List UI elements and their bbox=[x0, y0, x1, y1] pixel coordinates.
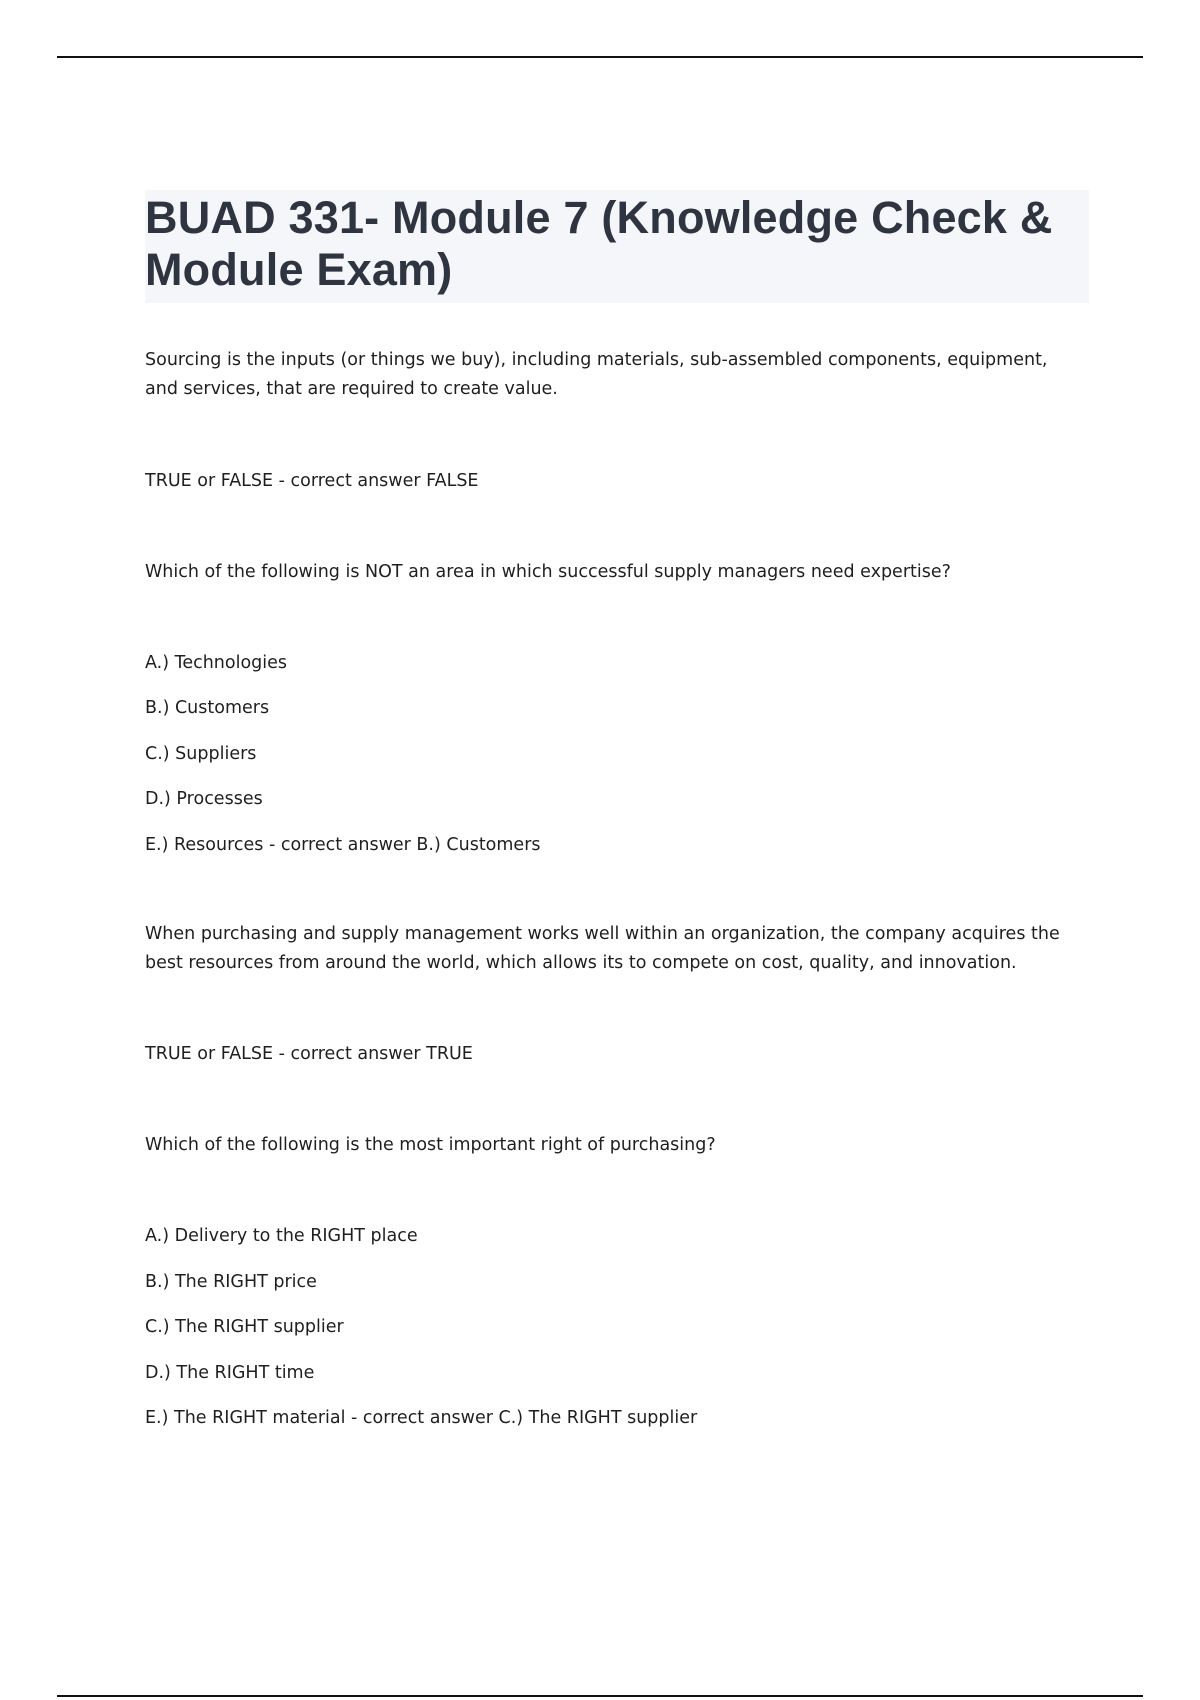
q2-question: Which of the following is NOT an area in which successful supply managers need expertise? bbox=[145, 562, 951, 582]
q2-option-d: D.) Processes bbox=[145, 789, 263, 809]
q4-option-b: B.) The RIGHT price bbox=[145, 1272, 317, 1292]
q1-answer: TRUE or FALSE - correct answer FALSE bbox=[145, 471, 479, 491]
q2-option-b: B.) Customers bbox=[145, 698, 270, 718]
q3-answer: TRUE or FALSE - correct answer TRUE bbox=[145, 1044, 473, 1064]
q4-option-e-answer: E.) The RIGHT material - correct answer C.) The RIGHT supplier bbox=[145, 1408, 698, 1428]
q2-option-e-answer: E.) Resources - correct answer B.) Customers bbox=[145, 835, 541, 855]
q3-statement: When purchasing and supply management works well within an organization, the company acquires the best resources from around the world, which allows its to compete on cost, quality, and innovation. bbox=[145, 924, 1060, 973]
document-title: BUAD 331- Module 7 (Knowledge Check & Module Exam) bbox=[145, 192, 1053, 295]
q4-option-c: C.) The RIGHT supplier bbox=[145, 1317, 344, 1337]
footer-rule bbox=[57, 1695, 1143, 1697]
header-rule bbox=[57, 56, 1143, 58]
q4-question: Which of the following is the most important right of purchasing? bbox=[145, 1135, 716, 1155]
q4-option-d: D.) The RIGHT time bbox=[145, 1363, 315, 1383]
q2-option-c: C.) Suppliers bbox=[145, 744, 257, 764]
q1-statement: Sourcing is the inputs (or things we buy), including materials, sub-assembled components, equipment, and services, that are required to create value. bbox=[145, 350, 1048, 399]
q2-option-a: A.) Technologies bbox=[145, 653, 288, 673]
q4-option-a: A.) Delivery to the RIGHT place bbox=[145, 1226, 418, 1246]
